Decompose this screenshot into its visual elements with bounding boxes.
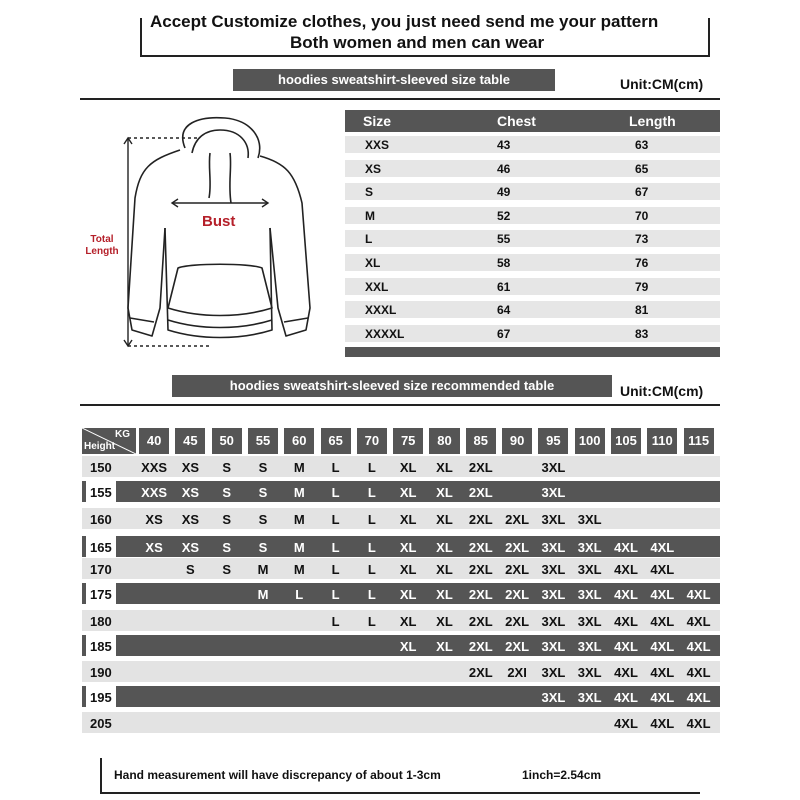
weight-header-cell: 55	[248, 428, 278, 454]
size-recommendation-cell: XL	[436, 460, 453, 475]
size-recommendation-cell: 3XL	[577, 512, 602, 527]
size-recommendation-cell: 2XL	[505, 639, 530, 654]
size-table-row	[345, 136, 720, 153]
size-recommendation-cell: 3XL	[541, 460, 566, 475]
size-recommendation-cell: 4XL	[650, 562, 675, 577]
size-cell: S	[365, 185, 374, 200]
size-recommendation-cell: M	[293, 460, 305, 475]
size-table-unit: Unit:CM(cm)	[620, 76, 704, 92]
hoodie-illustration	[80, 108, 340, 358]
recommended-table-row	[82, 536, 720, 557]
size-recommendation-cell: 2XL	[468, 587, 493, 602]
size-recommendation-cell: XS	[181, 512, 200, 527]
size-recommendation-cell: 4XL	[614, 690, 638, 705]
size-table-footer-bar	[345, 347, 720, 357]
bust-label: Bust	[202, 213, 236, 230]
size-recommendation-cell: 2XL	[505, 614, 530, 629]
size-recommendation-cell: S	[258, 512, 268, 527]
size-recommendation-cell: 2XL	[468, 665, 493, 680]
size-recommendation-cell: S	[222, 512, 232, 527]
size-table-row	[345, 183, 720, 200]
size-recommendation-cell	[678, 536, 720, 557]
chest-cell: 49	[497, 185, 511, 200]
size-table-row	[345, 325, 720, 342]
header-line2: Both women and men can wear	[290, 33, 545, 52]
size-recommendation-cell: 4XL	[650, 690, 675, 705]
chest-cell: 55	[497, 232, 511, 247]
height-cell: 165	[86, 536, 116, 557]
length-cell: 79	[635, 279, 649, 294]
size-recommendation-cell: 2XL	[468, 512, 493, 527]
size-recommendation-cell: 3XL	[541, 540, 566, 555]
size-table-row	[345, 230, 720, 247]
size-cell: XXXL	[365, 303, 397, 318]
weight-header-cell: 80	[429, 428, 459, 454]
footer-note: Hand measurement will have discrepancy of about 1-3cm	[114, 768, 441, 782]
chest-cell: 58	[497, 256, 511, 270]
size-recommendation-cell: M	[293, 485, 305, 500]
length-cell: 81	[635, 303, 649, 318]
size-recommendation-cell: S	[222, 485, 232, 500]
size-recommendation-cell: XS	[145, 540, 163, 555]
size-recommendation-cell	[678, 481, 720, 502]
size-recommendation-cell: XL	[399, 587, 417, 602]
size-cell: XL	[365, 256, 381, 270]
size-table-header	[345, 110, 720, 132]
height-cell: 170	[90, 562, 112, 577]
chest-col-header: Chest	[497, 113, 536, 129]
length-cell: 63	[635, 138, 649, 152]
size-recommendation-cell: XL	[436, 512, 453, 527]
size-recommendation-cell: XXS	[141, 485, 168, 500]
recommended-table-row	[82, 635, 720, 656]
length-cell: 76	[635, 256, 649, 270]
size-recommendation-cell: 3XL	[541, 665, 566, 680]
size-recommendation-cell: L	[295, 587, 304, 602]
chest-cell: 43	[497, 138, 511, 152]
height-cell: 175	[86, 583, 116, 604]
recommended-table-row	[82, 456, 720, 477]
size-recommendation-cell: 2XL	[468, 639, 493, 654]
length-cell: 67	[635, 185, 649, 200]
height-cell: 155	[86, 481, 116, 502]
size-cell: XXS	[365, 138, 390, 152]
size-recommendation-cell: 2XL	[505, 562, 530, 577]
size-recommendation-cell: M	[293, 562, 305, 577]
size-recommendation-cell: 2XL	[468, 540, 493, 555]
size-cell: M	[365, 208, 375, 223]
size-recommendation-cell: 4XL	[614, 716, 638, 731]
recommended-divider	[80, 404, 720, 406]
length-cell: 65	[635, 161, 649, 176]
size-recommendation-cell: 4XL	[686, 639, 711, 654]
size-recommendation-cell: 2XL	[505, 540, 530, 555]
size-recommendation-cell: L	[367, 460, 376, 475]
footer-bracket-bottom	[100, 792, 700, 794]
size-recommendation-cell: 3XL	[577, 614, 602, 629]
weight-header-cell: 115	[684, 428, 714, 454]
length-cell: 70	[635, 208, 649, 223]
size-recommendation-cell: 2XL	[505, 587, 530, 602]
header-bracket-bottom	[140, 55, 710, 57]
height-cell: 190	[90, 665, 112, 680]
weight-header-cell: 100	[575, 428, 605, 454]
weight-header-cell: 85	[466, 428, 496, 454]
section-divider	[80, 98, 720, 100]
size-recommendation-cell: 2XL	[468, 460, 493, 475]
size-recommendation-cell: M	[293, 540, 305, 555]
size-recommendation-cell: 4XL	[686, 587, 711, 602]
size-recommendation-cell: 3XL	[541, 562, 566, 577]
weight-header-cell: 105	[611, 428, 641, 454]
recommended-table-row	[82, 686, 720, 707]
size-recommendation-cell: S	[222, 562, 232, 577]
corner-height-label: Height	[84, 441, 116, 452]
size-recommendation-cell: 4XL	[686, 614, 711, 629]
weight-header-cell: 75	[393, 428, 423, 454]
size-cell: XXL	[365, 279, 389, 294]
size-recommendation-cell: 3XL	[577, 639, 602, 654]
chest-cell: 52	[497, 208, 511, 223]
size-recommendation-cell: 4XL	[614, 614, 638, 629]
size-recommendation-cell	[678, 456, 720, 477]
size-recommendation-cell: 3XL	[541, 639, 566, 654]
weight-header-cell: 50	[212, 428, 242, 454]
height-cell: 160	[90, 512, 112, 527]
size-recommendation-cell: 4XL	[650, 614, 675, 629]
size-recommendation-cell: L	[331, 587, 340, 602]
size-recommendation-cell: XL	[436, 485, 453, 500]
size-recommendation-cell: L	[367, 614, 376, 629]
size-recommendation-cell: XL	[399, 639, 417, 654]
weight-header-cell: 60	[284, 428, 314, 454]
size-recommendation-cell: XL	[436, 562, 453, 577]
size-recommendation-cell: 4XL	[650, 639, 675, 654]
size-recommendation-cell: 4XL	[650, 587, 675, 602]
recommended-table-unit: Unit:CM(cm)	[620, 383, 704, 399]
size-table-row	[345, 160, 720, 177]
recommended-table-row	[82, 508, 720, 529]
size-recommendation-cell: S	[258, 485, 268, 500]
size-recommendation-cell: XL	[399, 485, 417, 500]
header-line1: Accept Customize clothes, you just need send me your pattern	[150, 12, 659, 31]
size-recommendation-cell: XL	[436, 639, 453, 654]
size-recommendation-cell: XL	[436, 540, 453, 555]
size-recommendation-cell: 4XL	[686, 690, 711, 705]
size-recommendation-cell: 3XL	[541, 512, 566, 527]
size-recommendation-cell: XL	[436, 614, 453, 629]
size-recommendation-cell: 3XL	[541, 690, 566, 705]
size-recommendation-cell: L	[367, 540, 376, 555]
height-cell: 185	[86, 635, 116, 656]
size-table-row	[345, 301, 720, 318]
chest-cell: 64	[497, 303, 511, 318]
length-cell: 73	[635, 232, 649, 247]
size-recommendation-cell: 2XL	[468, 614, 493, 629]
size-recommendation-cell: 4XL	[650, 665, 675, 680]
size-recommendation-cell: XL	[399, 512, 417, 527]
weight-header-cell: 90	[502, 428, 532, 454]
weight-header-cell: 95	[538, 428, 568, 454]
recommended-table-banner: hoodies sweatshirt-sleeved size recommended table	[172, 375, 612, 397]
size-table-row	[345, 207, 720, 224]
size-recommendation-cell: 4XL	[686, 716, 711, 731]
chest-cell: 46	[497, 161, 511, 176]
recommended-table-row	[82, 481, 720, 502]
recommended-table-row	[82, 712, 720, 733]
size-recommendation-cell: L	[367, 562, 376, 577]
length-cell: 83	[635, 326, 649, 341]
size-recommendation-cell: XS	[181, 460, 200, 475]
size-recommendation-cell: XL	[399, 614, 417, 629]
size-recommendation-cell: 3XL	[541, 485, 566, 500]
size-cell: XS	[365, 161, 382, 176]
recommended-table-row	[82, 610, 720, 631]
size-recommendation-cell: 2XI	[507, 665, 527, 680]
size-recommendation-cell: 4XL	[614, 540, 638, 555]
weight-header-cell: 70	[357, 428, 387, 454]
size-recommendation-cell: L	[331, 460, 340, 475]
size-table-row	[345, 254, 720, 271]
size-recommendation-cell: XL	[436, 587, 453, 602]
corner-kg-label: KG	[115, 429, 130, 440]
size-recommendation-cell: 4XL	[614, 639, 638, 654]
size-recommendation-cell: 3XL	[577, 562, 602, 577]
size-recommendation-cell: S	[222, 540, 232, 555]
weight-header-cell: 110	[647, 428, 677, 454]
size-recommendation-cell: XL	[399, 460, 417, 475]
size-recommendation-cell: 3XL	[577, 587, 602, 602]
size-recommendation-cell: S	[186, 562, 195, 577]
size-cell: L	[365, 232, 373, 247]
chest-cell: 67	[497, 326, 511, 341]
size-recommendation-cell: 3XL	[577, 540, 602, 555]
size-cell: XXXXL	[365, 326, 405, 341]
total-length-label: Total Length	[85, 234, 119, 257]
size-recommendation-cell: L	[331, 614, 340, 629]
size-recommendation-cell: XS	[145, 512, 163, 527]
size-recommendation-cell: L	[331, 512, 340, 527]
size-recommendation-cell: L	[367, 587, 376, 602]
size-recommendation-cell: XL	[399, 562, 417, 577]
size-recommendation-cell: 2XL	[468, 562, 493, 577]
weight-header-cell: 40	[139, 428, 169, 454]
length-col-header: Length	[629, 113, 676, 129]
size-recommendation-cell: L	[331, 485, 340, 500]
weight-header-cell: 65	[321, 428, 351, 454]
size-recommendation-cell: XL	[399, 540, 417, 555]
kg-height-corner	[82, 428, 136, 454]
size-recommendation-cell: 3XL	[577, 665, 602, 680]
size-recommendation-cell: XS	[181, 485, 200, 500]
size-recommendation-cell: L	[331, 540, 340, 555]
size-recommendation-cell: M	[293, 512, 305, 527]
recommended-table-row	[82, 558, 720, 579]
size-recommendation-cell: S	[258, 460, 268, 475]
height-cell: 150	[90, 460, 112, 475]
recommended-table-row	[82, 583, 720, 604]
size-recommendation-cell: 4XL	[650, 716, 675, 731]
height-cell: 205	[90, 716, 112, 731]
size-recommendation-cell: 3XL	[577, 690, 602, 705]
size-recommendation-cell: 2XL	[468, 485, 493, 500]
hoodie-diagram	[80, 108, 340, 358]
size-recommendation-cell	[678, 508, 720, 529]
size-recommendation-cell: L	[367, 512, 376, 527]
size-recommendation-cell: M	[257, 587, 269, 602]
size-table-banner: hoodies sweatshirt-sleeved size table	[233, 69, 555, 91]
size-recommendation-cell: XS	[181, 540, 200, 555]
size-recommendation-cell: L	[331, 562, 340, 577]
size-recommendation-cell: 2XL	[505, 512, 530, 527]
size-recommendation-cell: 4XL	[614, 587, 638, 602]
size-recommendation-cell: 4XL	[650, 540, 675, 555]
size-col-header: Size	[363, 113, 392, 129]
size-recommendation-cell: 3XL	[541, 614, 566, 629]
recommended-table-row	[82, 661, 720, 682]
footer-inch: 1inch=2.54cm	[522, 768, 602, 782]
size-recommendation-cell: 4XL	[614, 562, 638, 577]
size-recommendation-cell: 3XL	[541, 587, 566, 602]
height-cell: 180	[90, 614, 112, 629]
size-recommendation-cell: S	[222, 460, 232, 475]
header-bracket-left	[140, 18, 142, 56]
size-recommendation-cell: XXS	[141, 460, 168, 475]
weight-header-cell: 45	[175, 428, 205, 454]
size-recommendation-cell: 4XL	[614, 665, 638, 680]
header-bracket-right	[708, 18, 710, 57]
size-table-row	[345, 278, 720, 295]
size-recommendation-cell: 4XL	[686, 665, 711, 680]
size-recommendation-cell: S	[258, 540, 268, 555]
height-cell: 195	[86, 686, 116, 707]
size-recommendation-cell	[678, 558, 720, 579]
footer-bracket-left	[100, 758, 102, 794]
chest-cell: 61	[497, 279, 511, 294]
size-recommendation-cell: L	[367, 485, 376, 500]
size-recommendation-cell: M	[257, 562, 269, 577]
